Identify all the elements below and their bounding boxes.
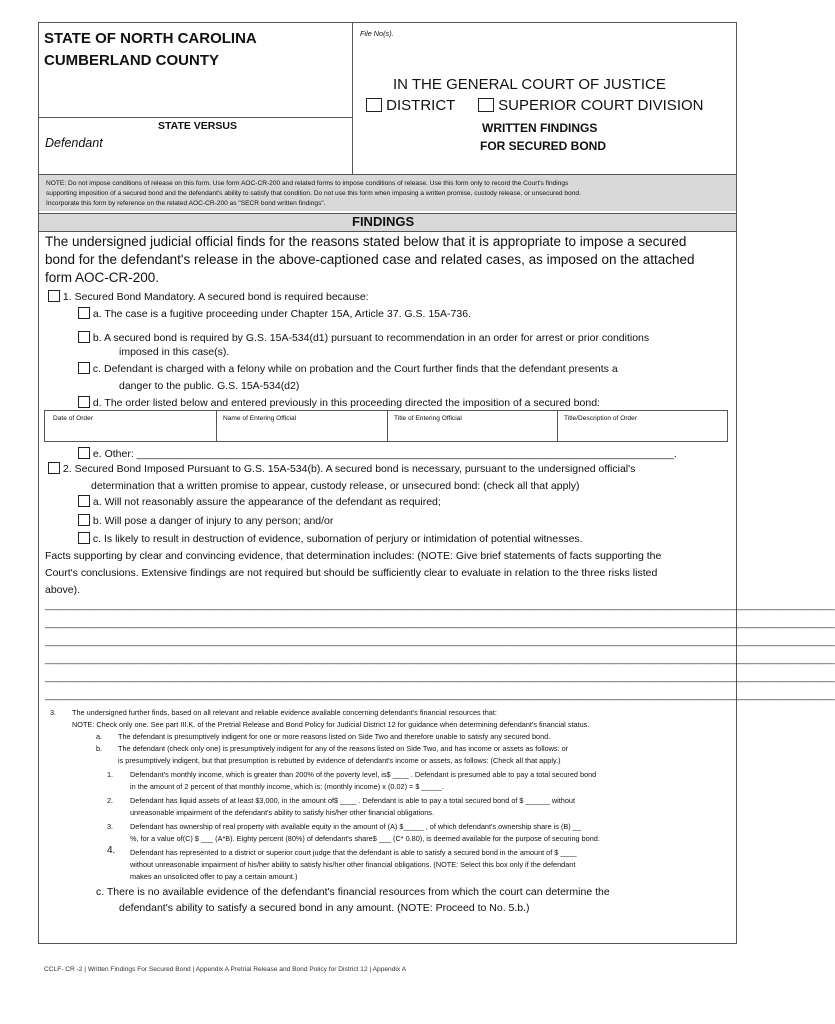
- header-divider-left: [38, 117, 352, 118]
- section3b2-text-1: Defendant has liquid assets of at least $3,000, in the amount of$ ____ . Defendant is able to pay a total secured bond of $ ______ without: [130, 796, 576, 805]
- section3b1-text-1: Defendant's monthly income, which is greater than 200% of the poverty level, is$ ____ . Defendant is presumed able to pay a total secured bond: [130, 770, 597, 779]
- item1-text: 1. Secured Bond Mandatory. A secured bond is required because:: [62, 291, 369, 303]
- item2-row: [48, 462, 635, 475]
- item1c-row: [78, 362, 618, 375]
- item2c-row: [78, 532, 583, 545]
- district-label: DISTRICT: [386, 97, 456, 114]
- item1c-text: c. Defendant is charged with a felony while on probation and the Court further finds that the defendant presents a: [92, 363, 618, 375]
- item2c-text: c. Is likely to result in destruction of evidence, subornation of perjury or intimidation of potential witnesses.: [92, 533, 583, 545]
- superior-option[interactable]: [478, 97, 703, 114]
- findings-intro-2: bond for the defendant's release in the above-captioned case and related cases, as imposed on the attached: [45, 252, 695, 267]
- note-line-1: NOTE: Do not impose conditions of release on this form. Use form AOC-CR-200 and related forms to impose conditions of release. Use this form only to record the Court's findings: [46, 180, 569, 187]
- section3b2-text-2: unreasonable impairment of the defendant's ability to satisfy his/her other financial obligations.: [130, 808, 434, 817]
- section3b-text-2: is presumptively indigent, but that presumption is rebutted by evidence of defendant's income or assets, as follows: (Check all that apply.): [118, 756, 561, 765]
- item2b-row: [78, 514, 333, 527]
- section3b-text-1: The defendant (check only one) is presumptively indigent for any of the reasons listed on Side Two, and has income or assets as follows: or: [118, 744, 569, 753]
- item1c-checkbox[interactable]: [78, 362, 90, 374]
- section3b3-text-2: %, for a value of(C) $ ___ (A*B). Eighty percent (80%) of defendant's share$ ___ (C* 0.80), is deemed available for the purpose of securing bond.: [130, 834, 600, 843]
- item1b-text: b. A secured bond is required by G.S. 15A-534(d1) pursuant to recommendation in an order for arrest or prior conditions: [92, 332, 650, 344]
- item1a-text: a. The case is a fugitive proceeding under Chapter 15A, Article 37. G.S. 15A-736.: [92, 308, 471, 320]
- section3b3-text-1: Defendant has ownership of real property with available equity in the amount of (A) $_____ , of which defendant's ownership share is (B) __: [130, 822, 581, 831]
- note-line-3: Incorporate this form by reference on the related AOC-CR-200 as "SECR bond written findings".: [46, 200, 326, 207]
- facts-line-3: above).: [45, 584, 81, 596]
- item2-text-2: determination that a written promise to appear, custody release, or unsecured bond: (check all that apply): [91, 480, 580, 492]
- section3b4-text-3: makes an unsolicited offer to pay a certain amount.): [130, 872, 298, 881]
- findings-heading: FINDINGS: [352, 214, 415, 229]
- section3c-text-2: defendant's ability to satisfy a secured bond in any amount. (NOTE: Proceed to No. 5.b.): [119, 902, 530, 914]
- item1e-text[interactable]: e. Other: ____________________________________________________________________________________________.: [92, 448, 677, 460]
- note-line-2: supporting imposition of a secured bond and the defendant's ability to satisfy that condition. Do not use this form when imposing a written promise, custody release, or unsecured bond.: [46, 190, 581, 197]
- facts-line-2: Court's conclusions. Extensive findings are not required but should be sufficiently clear to evaluate in relation to the three risks listed: [45, 567, 658, 579]
- order-table-header-description: Title/Description of Order: [564, 415, 638, 422]
- section3-note: NOTE: Check only one. See part III.K. of the Pretrial Release and Bond Policy for Judicial District 12 for guidance when determining defendant's financial status.: [72, 720, 590, 729]
- item1d-row: [78, 396, 600, 409]
- item2-checkbox[interactable]: [48, 462, 60, 474]
- item1d-text: d. The order listed below and entered previously in this proceeding directed the imposition of a secured bond:: [92, 397, 600, 409]
- section3b4-text-1: Defendant has represented to a district or superior court judge that the defendant is able to satisfy a secured bond in the amount of $ ____: [130, 848, 577, 857]
- item1e-checkbox[interactable]: [78, 447, 90, 459]
- item1b-text-2: imposed in this case(s).: [119, 346, 230, 358]
- state-versus-label: STATE VERSUS: [158, 120, 237, 132]
- item1a-checkbox[interactable]: [78, 307, 90, 319]
- order-table-divider: [216, 410, 217, 442]
- section3-intro: The undersigned further finds, based on all relevant and reliable evidence available concerning defendant's financial resources that:: [72, 708, 497, 717]
- item1b-checkbox[interactable]: [78, 331, 90, 343]
- facts-blank-line[interactable]: ____________________________________________________________________________________________________________________________________________: [45, 617, 835, 629]
- defendant-field[interactable]: Defendant: [45, 136, 103, 150]
- item1b-row: [78, 331, 649, 344]
- facts-blank-line[interactable]: ____________________________________________________________________________________________________________________________________________: [45, 653, 835, 665]
- item2b-checkbox[interactable]: [78, 514, 90, 526]
- county-name: CUMBERLAND COUNTY: [44, 52, 219, 69]
- order-table-header-title: Title of Entering Official: [394, 415, 462, 422]
- facts-line-1: Facts supporting by clear and convincing evidence, that determination includes: (NOTE: Give brief statements of facts supporting the: [45, 550, 662, 562]
- order-table-divider: [557, 410, 558, 442]
- court-name: IN THE GENERAL COURT OF JUSTICE: [393, 76, 666, 93]
- section3b4-text-2: without unreasonable impairment of his/her ability to satisfy his/her other financial obligations. (NOTE: Select this box only if the defendant: [130, 860, 576, 869]
- facts-blank-line[interactable]: ____________________________________________________________________________________________________________________________________________: [45, 671, 835, 683]
- section3-number: 3.: [50, 708, 57, 717]
- section3a-label: a.: [96, 732, 103, 741]
- facts-blank-line[interactable]: ____________________________________________________________________________________________________________________________________________: [45, 635, 835, 647]
- item1a-row: [78, 307, 471, 320]
- item2a-row: [78, 495, 441, 508]
- item1-row: [48, 290, 369, 303]
- form-title-line1: WRITTEN FINDINGS: [482, 121, 598, 135]
- footer-text: CCLF- CR -2 | Written Findings For Secured Bond | Appendix A Pretrial Release and Bond Policy for District 12 | Appendix A: [44, 966, 406, 973]
- item1d-checkbox[interactable]: [78, 396, 90, 408]
- section3b1-text-2: in the amount of 2 percent of that monthly income, which is: (monthly income) x (0.02) = $ _____.: [130, 782, 444, 791]
- facts-blank-line[interactable]: ____________________________________________________________________________________________________________________________________________: [45, 689, 835, 701]
- state-name: STATE OF NORTH CAROLINA: [44, 30, 257, 47]
- item1-checkbox[interactable]: [48, 290, 60, 302]
- section3b2-label: 2.: [107, 796, 114, 805]
- item2-text: 2. Secured Bond Imposed Pursuant to G.S. 15A-534(b). A secured bond is necessary, pursuant to the undersigned official's: [62, 463, 636, 475]
- file-number-label: File No(s).: [360, 29, 394, 38]
- findings-intro-1: The undersigned judicial official finds for the reasons stated below that it is appropriate to impose a secured: [45, 234, 687, 249]
- item2b-text: b. Will pose a danger of injury to any person; and/or: [92, 515, 334, 527]
- section3b1-label: 1.: [107, 770, 114, 779]
- order-table-header-date: Date of Order: [53, 415, 93, 422]
- order-table-divider: [387, 410, 388, 442]
- superior-court-label: SUPERIOR COURT DIVISION: [498, 97, 704, 114]
- section3b4-label: 4.: [107, 845, 116, 856]
- district-option[interactable]: [366, 97, 455, 114]
- item2c-checkbox[interactable]: [78, 532, 90, 544]
- form-title-line2: FOR SECURED BOND: [480, 139, 607, 153]
- item1e-row: [78, 447, 677, 460]
- header-divider-vertical: [352, 22, 353, 174]
- section3b3-label: 3.: [107, 822, 114, 831]
- section3b-label: b.: [96, 744, 103, 753]
- district-checkbox[interactable]: [366, 98, 382, 112]
- section3c-text-1: c. There is no available evidence of the defendant's financial resources from which the court can determine the: [96, 886, 610, 898]
- item2a-text: a. Will not reasonably assure the appearance of the defendant as required;: [92, 496, 441, 508]
- item1c-text-2: danger to the public. G.S. 15A-534(d2): [119, 380, 300, 392]
- order-table-header-name: Name of Entering Official: [223, 415, 297, 422]
- facts-blank-line[interactable]: ____________________________________________________________________________________________________________________________________________: [45, 599, 835, 611]
- findings-intro-3: form AOC-CR-200.: [45, 270, 160, 285]
- superior-court-checkbox[interactable]: [478, 98, 494, 112]
- section3a-text: The defendant is presumptively indigent for one or more reasons listed on Side Two and therefore unable to satisfy any secured bond.: [118, 732, 551, 741]
- item2a-checkbox[interactable]: [78, 495, 90, 507]
